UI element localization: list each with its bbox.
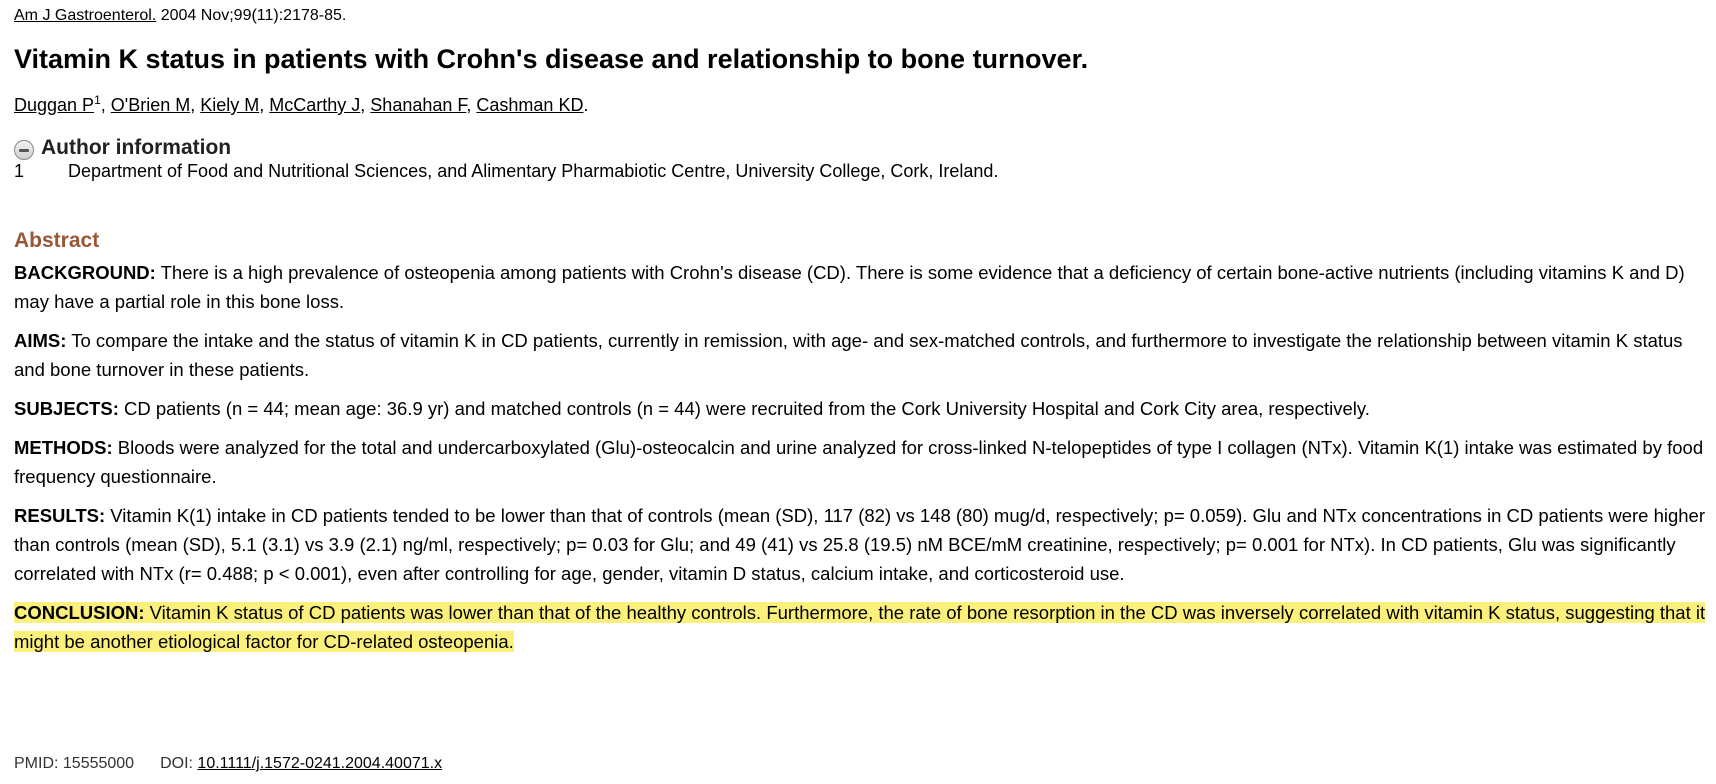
journal-link[interactable]: Am J Gastroenterol. [14, 7, 157, 24]
abstract-results [14, 501, 1714, 588]
collapse-minus-icon[interactable] [14, 140, 34, 160]
section-label: METHODS: [14, 437, 113, 458]
citation-details: 2004 Nov;99(11):2178-85. [156, 7, 347, 24]
author-information-label: Author information [41, 136, 232, 159]
doi-link[interactable]: 10.1111/j.1572-0241.2004.40071.x [197, 755, 443, 772]
author-link[interactable]: Kiely M [200, 95, 260, 115]
abstract-aims [14, 326, 1714, 384]
affiliation-text: Department of Food and Nutritional Sciences, and Alimentary Pharmabiotic Centre, University College, Cork, Ireland. [68, 161, 999, 181]
author-link[interactable]: Cashman KD [476, 95, 584, 115]
abstract-background [14, 258, 1714, 316]
author-link[interactable]: Shanahan F [370, 95, 467, 115]
author-list: Duggan $P^1$, O'Brien M, Kiely M, McCarthy J, Shanahan F, Cashman KD. [14, 93, 589, 115]
abstract-conclusion [14, 598, 1714, 656]
abstract-subjects [14, 394, 1714, 423]
section-label: SUBJECTS: [14, 398, 119, 419]
author-link[interactable]: McCarthy J [269, 95, 361, 115]
article-identifiers [14, 755, 442, 773]
section-text: To compare the intake and the status of vitamin K in CD patients, currently in remission, with age- and sex-matched controls, and furthermore to investigate the relationship between vitamin K status and bone turnover in these patients. [14, 330, 1683, 380]
section-label: BACKGROUND: [14, 262, 156, 283]
section-text: Vitamin K(1) intake in CD patients tended to be lower than that of controls (mean (SD), 117 (82) vs 148 (80) mug/d, respectively; p= 0.059). Glu and NTx concentrations in CD patients were higher than controls (mean (SD), 5.1 (3.1) vs 3.9 (2.1) ng/ml, respectively; p= 0.03 for Glu; and 49 (41) vs 25.8 (19.5) nM BCE/mM creatinine, respectively; p= 0.001 for NTx). In CD patients, Glu was significantly correlated with NTx (r= 0.488; p < 0.001), even after controlling for age, gender, vitamin D status, calcium intake, and corticosteroid use. [14, 505, 1705, 584]
abstract-body [14, 258, 1714, 666]
affiliation-superscript: 1 [94, 93, 101, 107]
author-information-toggle[interactable] [14, 136, 231, 160]
affiliation-number: 1 [14, 161, 25, 181]
section-text: Bloods were analyzed for the total and undercarboxylated (Glu)-osteocalcin and urine analyzed for cross-linked N-telopeptides of type I collagen (NTx). Vitamin K(1) intake was estimated by food frequency questionnaire. [14, 437, 1704, 487]
citation [14, 7, 346, 25]
author-link[interactable]: O'Brien M [110, 95, 191, 115]
author-link[interactable]: Duggan P [14, 95, 95, 115]
abstract-methods [14, 433, 1714, 491]
section-text: There is a high prevalence of osteopenia among patients with Crohn's disease (CD). There is some evidence that a deficiency of certain bone-active nutrients (including vitamins K and D) may have a partial role in this bone loss. [14, 262, 1685, 312]
section-label: AIMS: [14, 330, 67, 351]
abstract-heading: Abstract [14, 229, 100, 252]
doi-label: DOI: [160, 755, 198, 772]
section-text: CD patients (n = 44; mean age: 36.9 yr) and matched controls (n = 44) were recruited from the Cork University Hospital and Cork City area, respectively. [118, 398, 1370, 419]
section-label: RESULTS: [14, 505, 106, 526]
section-text: Vitamin K status of CD patients was lower than that of the healthy controls. Furthermore, the rate of bone resorption in the CD was inversely correlated with vitamin K status, suggesting that it might be another etiological factor for CD-related osteopenia. [14, 602, 1706, 652]
affiliation-item [14, 161, 998, 182]
pmid: PMID: 15555000 [14, 755, 135, 772]
article-title: Vitamin K status in patients with Crohn's disease and relationship to bone turnover. [14, 44, 1089, 74]
section-label: CONCLUSION: [14, 602, 145, 623]
